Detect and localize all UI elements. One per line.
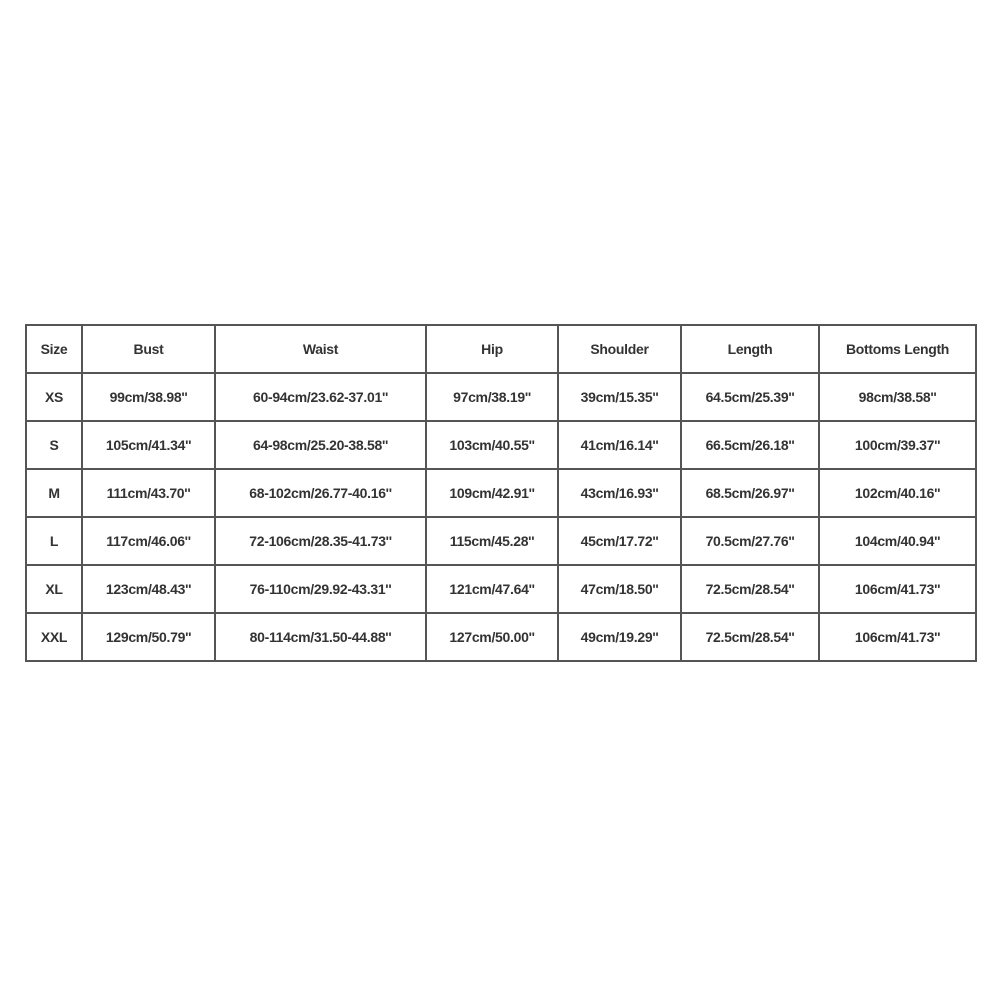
cell-bust: 129cm/50.79'': [82, 613, 215, 661]
cell-length: 72.5cm/28.54'': [681, 613, 819, 661]
cell-hip: 127cm/50.00'': [426, 613, 558, 661]
cell-size: S: [26, 421, 82, 469]
cell-hip: 97cm/38.19'': [426, 373, 558, 421]
cell-size: XL: [26, 565, 82, 613]
cell-bottoms-length: 106cm/41.73'': [819, 565, 976, 613]
cell-bust: 99cm/38.98'': [82, 373, 215, 421]
cell-length: 66.5cm/26.18'': [681, 421, 819, 469]
header-hip: Hip: [426, 325, 558, 373]
cell-shoulder: 47cm/18.50'': [558, 565, 681, 613]
cell-waist: 64-98cm/25.20-38.58'': [215, 421, 426, 469]
cell-bust: 111cm/43.70'': [82, 469, 215, 517]
cell-size: M: [26, 469, 82, 517]
table-row: [26, 565, 976, 613]
cell-size: L: [26, 517, 82, 565]
cell-shoulder: 41cm/16.14'': [558, 421, 681, 469]
cell-bottoms-length: 98cm/38.58'': [819, 373, 976, 421]
cell-waist: 80-114cm/31.50-44.88'': [215, 613, 426, 661]
cell-length: 72.5cm/28.54'': [681, 565, 819, 613]
cell-bust: 117cm/46.06'': [82, 517, 215, 565]
cell-hip: 109cm/42.91'': [426, 469, 558, 517]
table-row: [26, 373, 976, 421]
cell-shoulder: 43cm/16.93'': [558, 469, 681, 517]
header-size: Size: [26, 325, 82, 373]
table-row: [26, 613, 976, 661]
cell-hip: 103cm/40.55'': [426, 421, 558, 469]
cell-waist: 68-102cm/26.77-40.16'': [215, 469, 426, 517]
header-bust: Bust: [82, 325, 215, 373]
cell-bottoms-length: 100cm/39.37'': [819, 421, 976, 469]
cell-shoulder: 49cm/19.29'': [558, 613, 681, 661]
cell-hip: 121cm/47.64'': [426, 565, 558, 613]
cell-shoulder: 39cm/15.35'': [558, 373, 681, 421]
cell-waist: 60-94cm/23.62-37.01'': [215, 373, 426, 421]
table-row: [26, 421, 976, 469]
cell-waist: 76-110cm/29.92-43.31'': [215, 565, 426, 613]
cell-size: XS: [26, 373, 82, 421]
header-row: [26, 325, 976, 373]
cell-bust: 123cm/48.43'': [82, 565, 215, 613]
cell-shoulder: 45cm/17.72'': [558, 517, 681, 565]
cell-size: XXL: [26, 613, 82, 661]
cell-bottoms-length: 104cm/40.94'': [819, 517, 976, 565]
cell-bottoms-length: 106cm/41.73'': [819, 613, 976, 661]
table-row: [26, 517, 976, 565]
size-chart-table: [25, 324, 977, 662]
table-row: [26, 469, 976, 517]
header-bottoms-length: Bottoms Length: [819, 325, 976, 373]
cell-length: 64.5cm/25.39'': [681, 373, 819, 421]
header-waist: Waist: [215, 325, 426, 373]
header-length: Length: [681, 325, 819, 373]
cell-bust: 105cm/41.34'': [82, 421, 215, 469]
header-shoulder: Shoulder: [558, 325, 681, 373]
cell-length: 70.5cm/27.76'': [681, 517, 819, 565]
cell-bottoms-length: 102cm/40.16'': [819, 469, 976, 517]
cell-waist: 72-106cm/28.35-41.73'': [215, 517, 426, 565]
cell-hip: 115cm/45.28'': [426, 517, 558, 565]
cell-length: 68.5cm/26.97'': [681, 469, 819, 517]
